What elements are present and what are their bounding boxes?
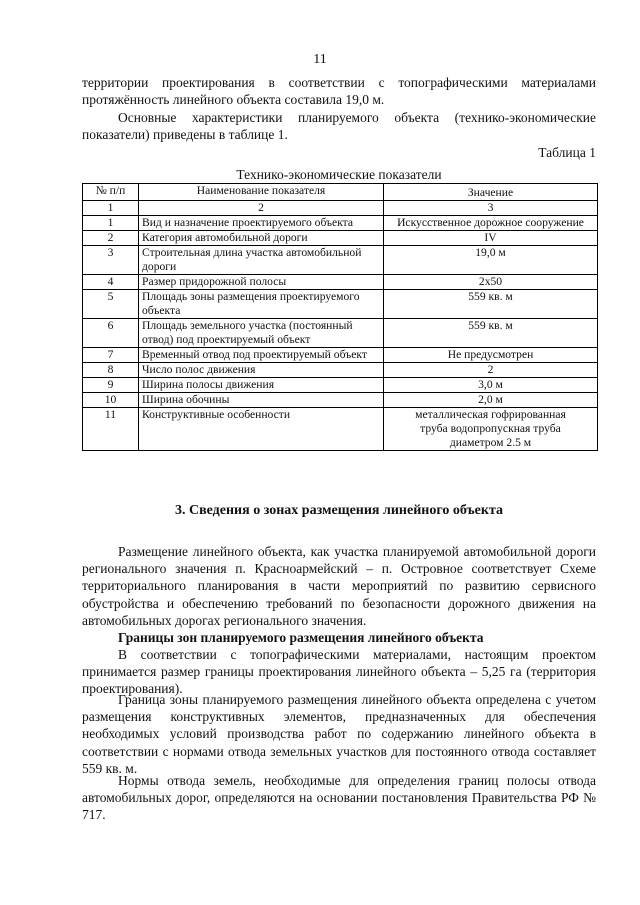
row-value: 19,0 м — [384, 246, 598, 275]
row-name: Конструктивные особенности — [139, 408, 384, 451]
table-row — [83, 290, 598, 319]
row-name: Категория автомобильной дороги — [139, 231, 384, 246]
row-value: Не предусмотрен — [384, 348, 598, 363]
row-number: 1 — [83, 216, 139, 231]
row-value: 559 кв. м — [384, 290, 598, 319]
table-row — [83, 393, 598, 408]
table-row — [83, 408, 598, 451]
header-name: Наименование показателя — [139, 184, 384, 201]
row-name: Ширина полосы движения — [139, 378, 384, 393]
table-numbering-row — [83, 201, 598, 216]
table-header-row — [83, 184, 598, 201]
row-name: Вид и назначение проектируемого объекта — [139, 216, 384, 231]
row-number: 3 — [83, 246, 139, 275]
numbering-cell: 3 — [384, 201, 598, 216]
row-number: 8 — [83, 363, 139, 378]
row-number: 6 — [83, 319, 139, 348]
row-number: 7 — [83, 348, 139, 363]
row-name: Площадь зоны размещения проектируемого объекта — [139, 290, 384, 319]
row-name: Строительная длина участка автомобильной дороги — [139, 246, 384, 275]
row-number: 2 — [83, 231, 139, 246]
table-row — [83, 246, 598, 275]
row-value: 3,0 м — [384, 378, 598, 393]
header-value: Значение — [384, 184, 598, 201]
row-number: 11 — [83, 408, 139, 451]
row-value: 2 — [384, 363, 598, 378]
section-paragraph-4: Нормы отвода земель, необходимые для определения границ полосы отвода автомобильных дорог, определяются на основании постановления Правительства РФ № 717. — [82, 773, 596, 823]
row-name: Ширина обочины — [139, 393, 384, 408]
table-row — [83, 363, 598, 378]
table-title: Технико-экономические показатели — [236, 167, 442, 182]
row-number: 10 — [83, 393, 139, 408]
header-number: № п/п — [83, 184, 139, 201]
numbering-cell: 1 — [83, 201, 139, 216]
intro-paragraph-2: Основные характеристики планируемого объекта (технико-экономические показатели) приведены в таблице 1. — [82, 110, 596, 143]
table-row — [83, 319, 598, 348]
row-value: 559 кв. м — [384, 319, 598, 348]
section-heading: 3. Сведения о зонах размещения линейного объекта — [174, 503, 503, 518]
section-paragraph-2: В соответствии с топографическими материалами, настоящим проектом принимается размер границы проектирования линейного объекта – 5,25 га (территория проектирования). — [82, 647, 596, 697]
section-paragraph-3: Граница зоны планируемого размещения линейного объекта определена с учетом размещения конструктивных элементов, предназначенных для обеспечения необходимых условий производства работ по содержанию линейного объекта в соответствии с нормами отвода земельных участков для постоянного отвода составляет 559 кв. м. — [82, 692, 596, 776]
row-name: Размер придорожной полосы — [139, 275, 384, 290]
row-number: 5 — [83, 290, 139, 319]
numbering-cell: 2 — [139, 201, 384, 216]
row-value: IV — [384, 231, 598, 246]
row-name: Число полос движения — [139, 363, 384, 378]
table-row — [83, 216, 598, 231]
table-row — [83, 275, 598, 290]
row-value: 2,0 м — [384, 393, 598, 408]
table-label: Таблица 1 — [538, 145, 596, 160]
intro-paragraph-1: территории проектирования в соответствии с топографическими материалами протяжённость линейного объекта составила 19,0 м. — [82, 75, 596, 108]
page-number: 11 — [313, 52, 327, 67]
section-paragraph-1: Размещение линейного объекта, как участка планируемой автомобильной дороги регионального значения п. Красноармейский – п. Островное соответствует Схеме территориального планирования в части мероприятий по развитию сервисного обустройства и обеспечению требований по безопасности дорожного движения на автомобильных дорогах регионального значения. — [82, 544, 596, 628]
table-row — [83, 378, 598, 393]
row-number: 9 — [83, 378, 139, 393]
row-name: Временный отвод под проектируемый объект — [139, 348, 384, 363]
indicators-table — [82, 183, 598, 451]
row-name: Площадь земельного участка (постоянный отвод) под проектируемый объект — [139, 319, 384, 348]
row-value: металлическая гофрированная труба водопропускная труба диаметром 2.5 м — [384, 408, 598, 451]
table-row — [83, 348, 598, 363]
section-subheading: Границы зон планируемого размещения линейного объекта — [118, 630, 484, 645]
row-number: 4 — [83, 275, 139, 290]
row-value: Искусственное дорожное сооружение — [384, 216, 598, 231]
table-row — [83, 231, 598, 246]
row-value: 2х50 — [384, 275, 598, 290]
